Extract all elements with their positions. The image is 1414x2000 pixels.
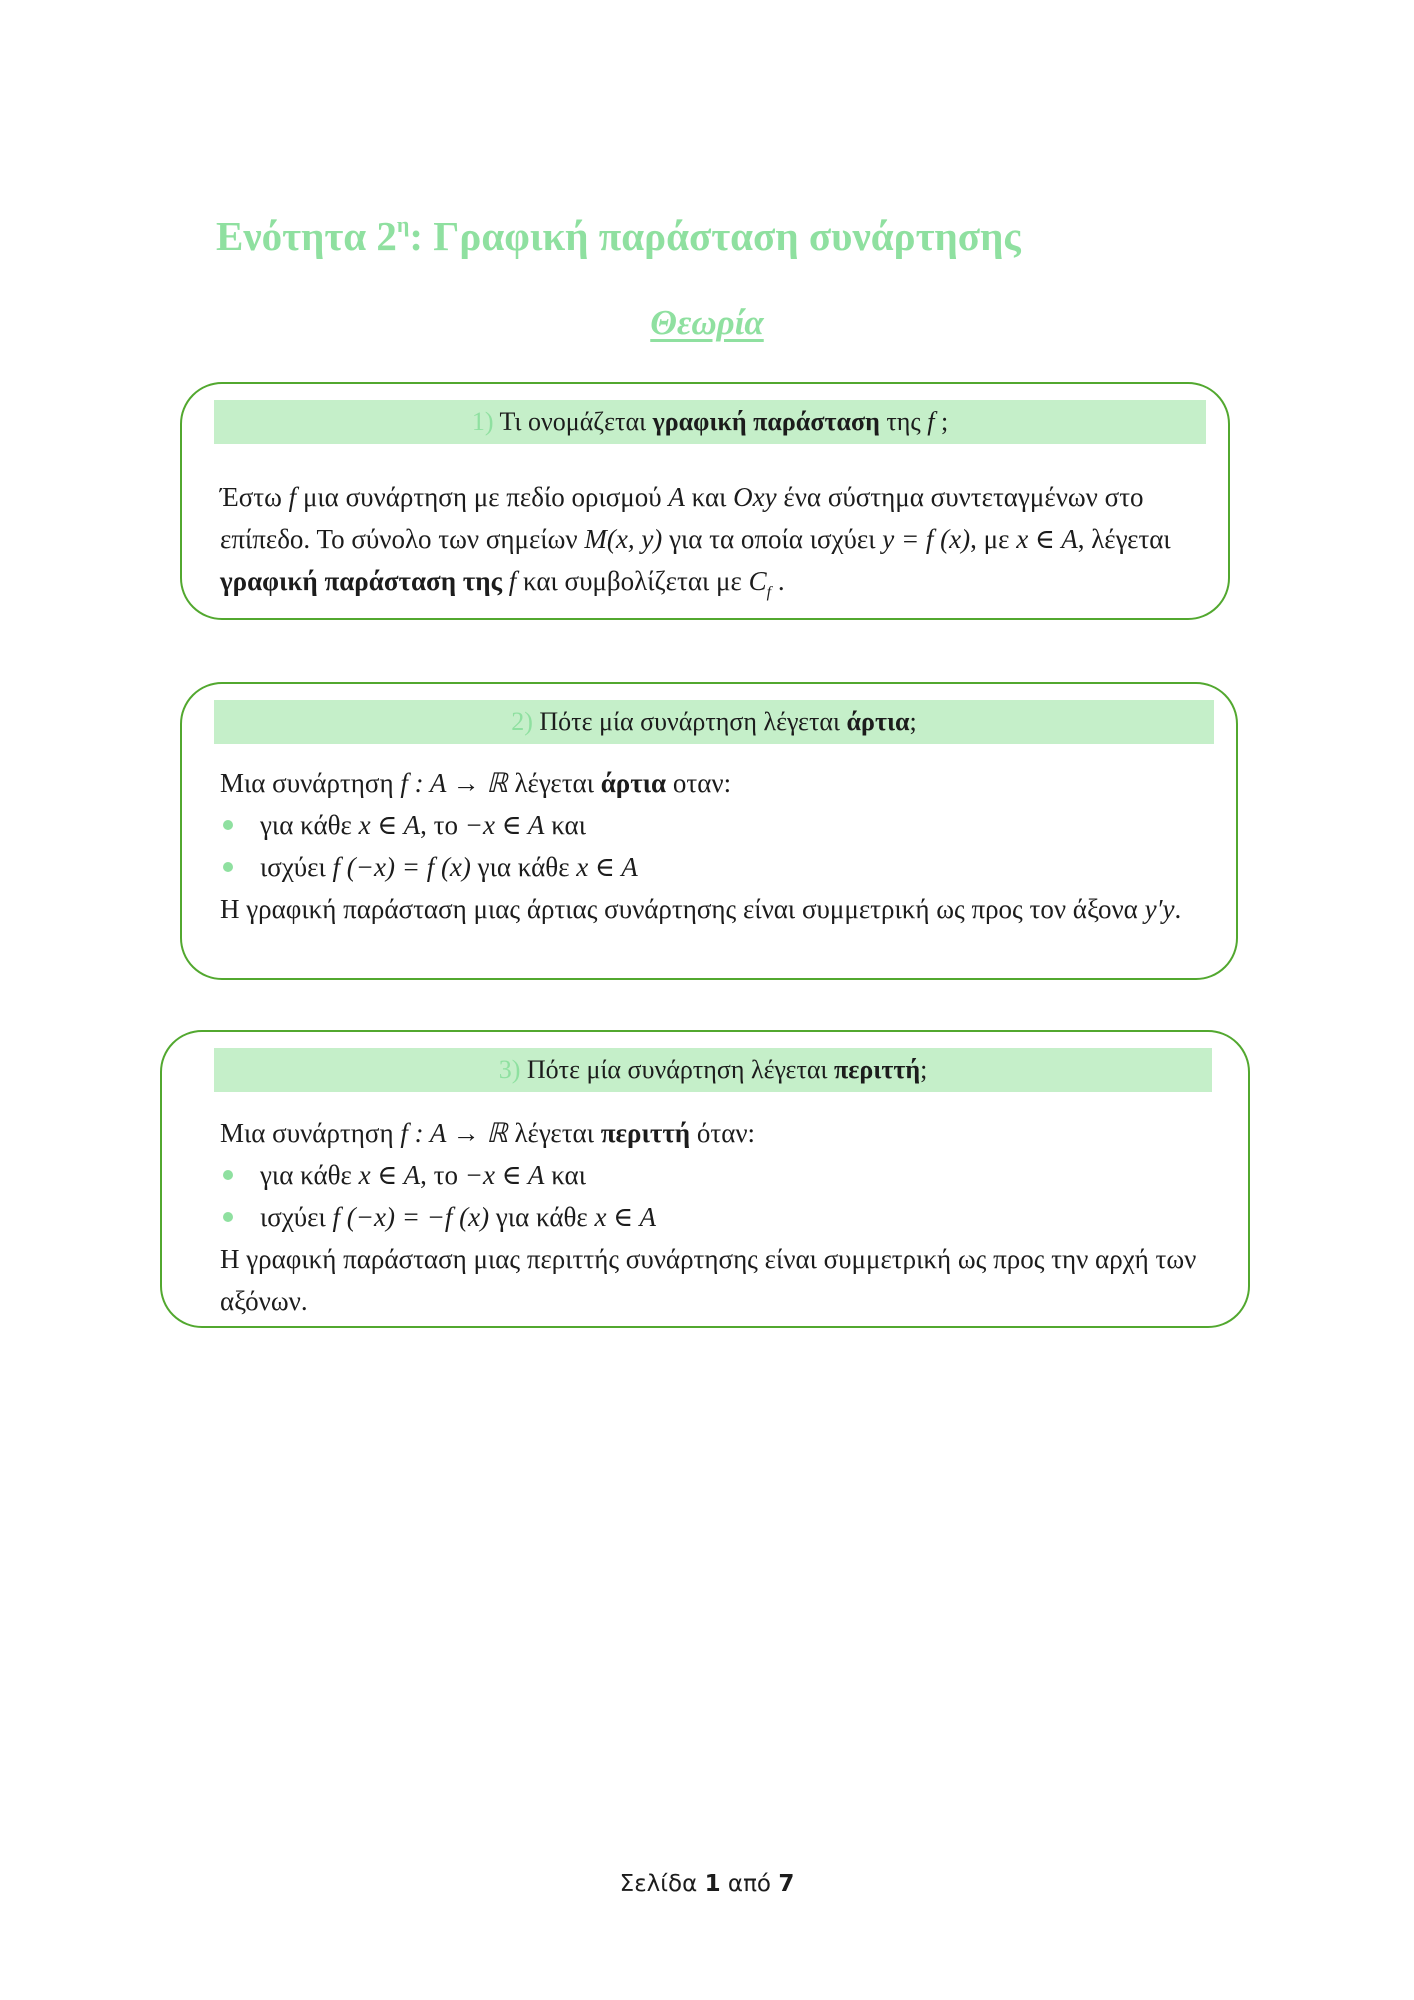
definition-box-graph <box>180 382 1230 620</box>
box-body <box>220 476 1208 602</box>
heading-number: 1) <box>471 407 494 436</box>
closing-paragraph: Η γραφική παράσταση μιας άρτιας συνάρτησης είναι συμμετρική ως προς τον άξονα y′y. <box>220 894 1182 924</box>
list-item: ισχύει f (−x) = −f (x) για κάθε x ∈ A <box>220 1196 1214 1238</box>
page-number-footer: Σελίδα 1 από 7 <box>619 1871 795 1897</box>
box-heading: 3) Πότε μία συνάρτηση λέγεται περιττή; <box>214 1048 1212 1092</box>
heading-number: 2) <box>511 707 533 736</box>
list-item: για κάθε x ∈ A, το −x ∈ A και <box>220 1154 1214 1196</box>
list-item: ισχύει f (−x) = f (x) για κάθε x ∈ A <box>220 846 1216 888</box>
box-body <box>220 762 1216 930</box>
box-body <box>220 1112 1214 1322</box>
heading-number: 3) <box>498 1055 521 1084</box>
box-heading: 1) Τι ονομάζεται γραφική παράσταση της f ; <box>214 400 1206 444</box>
page-title: Ενότητα $2^\eta$: Γραφική παράσταση συνάρτησης <box>216 212 1021 259</box>
condition-list <box>220 1154 1214 1238</box>
closing-paragraph: Η γραφική παράσταση μιας περιττής συνάρτησης είναι συμμετρική ως προς την αρχή των αξόνων. <box>220 1244 1197 1316</box>
box-heading: 2) Πότε μία συνάρτηση λέγεται άρτια; <box>214 700 1214 744</box>
condition-list <box>220 804 1216 888</box>
section-subtitle: Θεωρία <box>650 303 764 342</box>
definition-box-odd <box>160 1030 1250 1328</box>
intro-line: Μια συνάρτηση f : A → ℝ λέγεται περιττή όταν: <box>220 1118 756 1148</box>
definition-paragraph: Έστω f μια συνάρτηση με πεδίο ορισμού A και Oxy ένα σύστημα συντεταγμένων στο επίπεδο. Το σύνολο των σημείων Μ(x, y) για τα οποία ισχύει y = f (x), με x ∈ A, λέγεται γραφική παράσταση της f και συμβολίζεται με $C_f$ . <box>220 482 1171 601</box>
list-item: για κάθε x ∈ A, το −x ∈ A και <box>220 804 1216 846</box>
intro-line: Μια συνάρτηση f : A → ℝ λέγεται άρτια οταν: <box>220 768 732 798</box>
definition-box-even <box>180 682 1238 980</box>
